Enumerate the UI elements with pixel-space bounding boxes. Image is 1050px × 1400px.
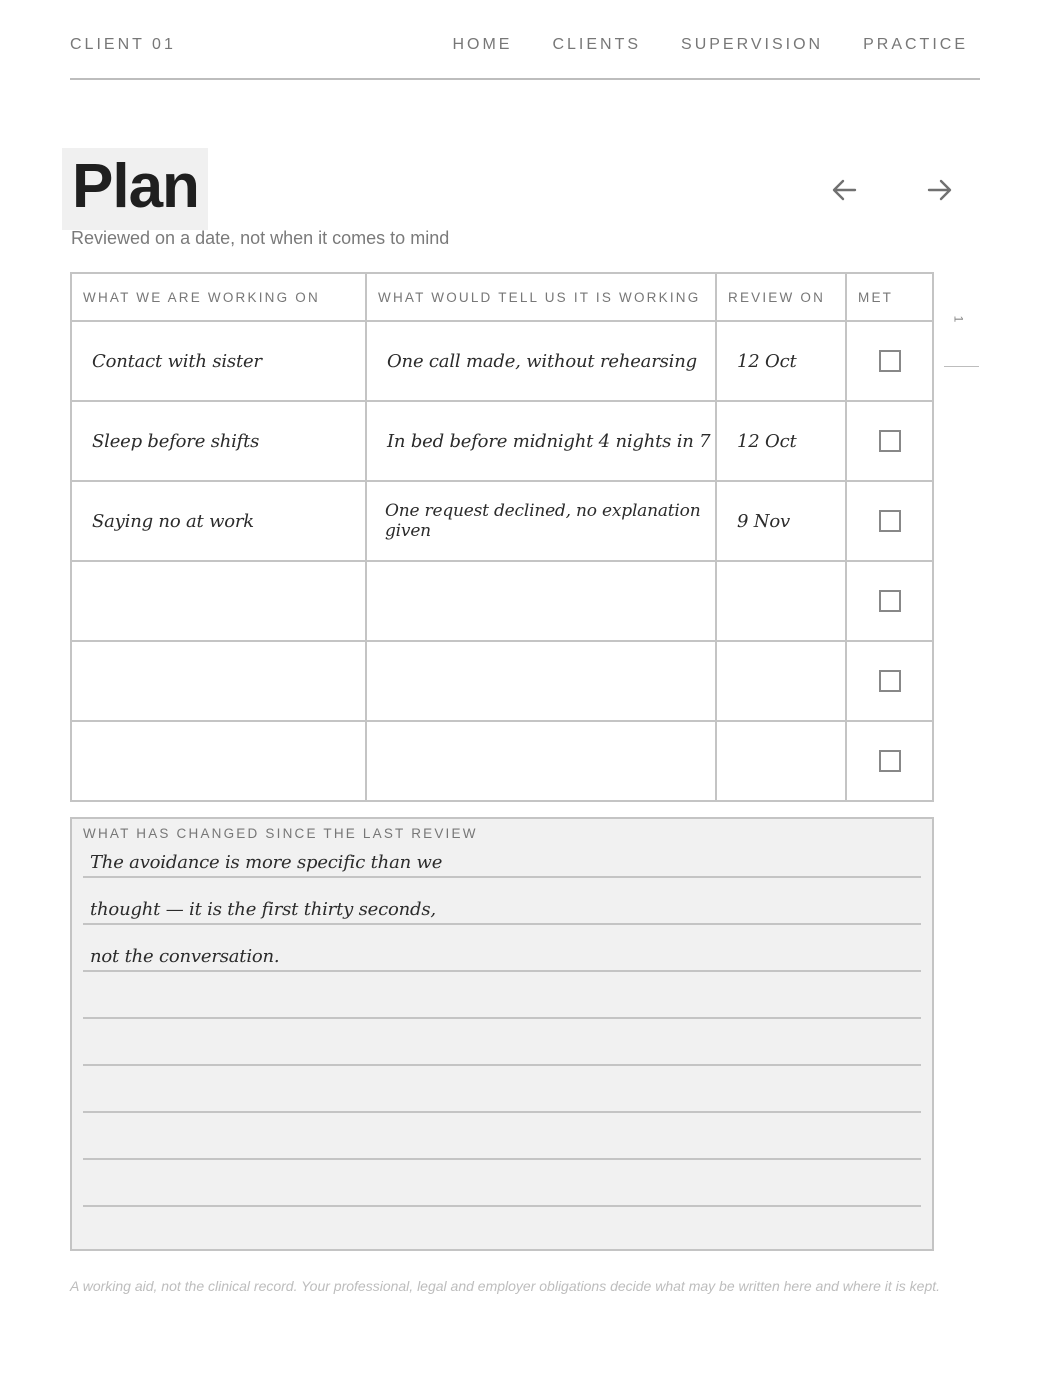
met-checkbox[interactable] xyxy=(879,510,901,532)
met-cell xyxy=(846,481,933,561)
table-header-row xyxy=(71,273,933,321)
arrow-right-icon xyxy=(921,172,957,208)
met-cell xyxy=(846,721,933,801)
main-nav xyxy=(452,36,968,54)
table-row xyxy=(71,321,933,401)
previous-page-button[interactable] xyxy=(827,172,863,208)
goal-cell[interactable]: Sleep before shifts xyxy=(71,401,366,481)
review-date-cell[interactable]: 9 Nov xyxy=(716,481,846,561)
table-row xyxy=(71,481,933,561)
page-subtitle: Reviewed on a date, not when it comes to mind xyxy=(71,228,450,248)
met-cell xyxy=(846,321,933,401)
client-label: CLIENT 01 xyxy=(70,36,176,53)
notes-line-text[interactable]: The avoidance is more specific than we xyxy=(90,852,443,873)
review-date-cell[interactable] xyxy=(716,641,846,721)
met-cell xyxy=(846,641,933,721)
met-checkbox[interactable] xyxy=(879,670,901,692)
top-bar xyxy=(70,0,980,80)
goal-cell[interactable] xyxy=(71,641,366,721)
review-date-cell[interactable]: 12 Oct xyxy=(716,321,846,401)
met-checkbox[interactable] xyxy=(879,350,901,372)
table-row xyxy=(71,401,933,481)
table-row xyxy=(71,721,933,801)
review-date-cell[interactable] xyxy=(716,721,846,801)
plan-table xyxy=(70,272,934,802)
met-checkbox[interactable] xyxy=(879,430,901,452)
review-date-cell[interactable] xyxy=(716,561,846,641)
notes-rule xyxy=(83,1017,921,1019)
nav-supervision[interactable]: SUPERVISION xyxy=(681,36,824,53)
notes-line-text[interactable]: not the conversation. xyxy=(90,946,280,967)
goal-cell[interactable]: Saying no at work xyxy=(71,481,366,561)
met-checkbox[interactable] xyxy=(879,590,901,612)
indicator-cell[interactable]: One request declined, no explanation given xyxy=(366,481,716,561)
notes-label: WHAT HAS CHANGED SINCE THE LAST REVIEW xyxy=(83,826,478,841)
page-number: 1 xyxy=(951,315,966,323)
footer-disclaimer: A working aid, not the clinical record. Your professional, legal and employer obligations decide what may be written here and where it is kept. xyxy=(70,1278,941,1294)
header-review-on: REVIEW ON xyxy=(716,273,846,321)
notes-rule xyxy=(83,1205,921,1207)
review-notes-panel xyxy=(70,817,934,1251)
indicator-cell[interactable] xyxy=(366,561,716,641)
indicator-cell[interactable]: In bed before midnight 4 nights in 7 xyxy=(366,401,716,481)
header-working-on: WHAT WE ARE WORKING ON xyxy=(71,273,366,321)
arrow-left-icon xyxy=(827,172,863,208)
notes-rule xyxy=(83,970,921,972)
page-number-rule xyxy=(944,366,979,367)
next-page-button[interactable] xyxy=(921,172,957,208)
notes-rule xyxy=(83,1064,921,1066)
notes-rule xyxy=(83,1111,921,1113)
nav-clients[interactable]: CLIENTS xyxy=(552,36,642,53)
indicator-cell[interactable] xyxy=(366,641,716,721)
review-date-cell[interactable]: 12 Oct xyxy=(716,401,846,481)
header-indicator: WHAT WOULD TELL US IT IS WORKING xyxy=(366,273,716,321)
header-met: MET xyxy=(846,273,933,321)
goal-cell[interactable] xyxy=(71,561,366,641)
met-cell xyxy=(846,561,933,641)
met-checkbox[interactable] xyxy=(879,750,901,772)
notes-rule xyxy=(83,876,921,878)
nav-home[interactable]: HOME xyxy=(452,36,513,53)
notes-line-text[interactable]: thought — it is the first thirty seconds, xyxy=(90,899,436,920)
met-cell xyxy=(846,401,933,481)
indicator-cell[interactable] xyxy=(366,721,716,801)
nav-practice[interactable]: PRACTICE xyxy=(863,36,968,53)
notes-rule xyxy=(83,1158,921,1160)
page-title: Plan xyxy=(72,152,199,221)
table-row xyxy=(71,641,933,721)
indicator-cell[interactable]: One call made, without rehearsing xyxy=(366,321,716,401)
notes-rule xyxy=(83,923,921,925)
goal-cell[interactable]: Contact with sister xyxy=(71,321,366,401)
goal-cell[interactable] xyxy=(71,721,366,801)
table-row xyxy=(71,561,933,641)
